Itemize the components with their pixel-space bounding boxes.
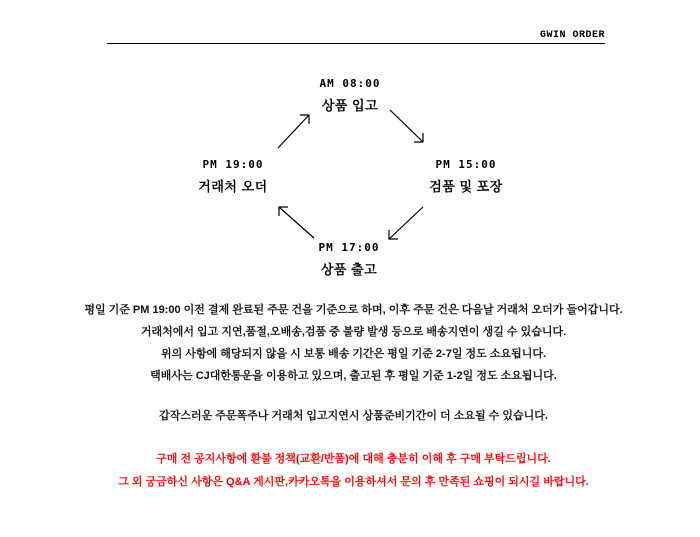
notice-line: 거래처에서 입고 지연,품절,오배송,검품 중 불량 발생 등으로 배송지연이 생길 수 있습니다.	[140, 326, 567, 338]
cycle-node-ship-out	[319, 241, 380, 278]
warning-line: 그 외 궁금하신 사항은 Q&A 게시판,카카오톡을 이용하셔서 문의 후 만족된 쇼핑이 되시길 바랍니다.	[118, 476, 589, 488]
notice-line: 위의 사항에 해당되지 않을 시 보통 배송 기간은 평일 기준 2-7일 정도 소요됩니다.	[160, 348, 547, 360]
node-label: 상품 입고	[321, 98, 379, 113]
node-time: PM 15:00	[435, 158, 497, 171]
cycle-node-inspection-packing	[429, 158, 503, 195]
arrow-order-to-stockin-icon	[278, 115, 309, 148]
cycle-node-vendor-order	[198, 158, 267, 195]
notice-line: 택배사는 CJ대한통운을 이용하고 있으며, 출고된 후 평일 기준 1-2일 정도 소요됩니다.	[150, 370, 557, 382]
warning-line: 구매 전 공지사항에 환불 정책(교환/반품)에 대해 충분히 이해 후 구매 부탁드립니다.	[156, 453, 551, 465]
node-label: 검품 및 포장	[429, 179, 503, 194]
node-label: 거래처 오더	[198, 179, 268, 194]
arrow-shipout-to-order-icon	[279, 207, 314, 238]
node-time: AM 08:00	[319, 77, 381, 90]
node-label: 상품 출고	[320, 262, 378, 277]
brand-title: GWIN ORDER	[539, 30, 605, 41]
node-time: PM 19:00	[202, 158, 264, 171]
node-time: PM 17:00	[318, 241, 380, 254]
arrow-stockin-to-inspection-icon	[390, 110, 423, 142]
arrow-inspection-to-shipout-icon	[389, 207, 423, 239]
cycle-node-stock-in	[320, 77, 381, 114]
notice-line: 갑작스러운 주문폭주나 거래처 입고지연시 상품준비기간이 더 소요될 수 있습니다.	[159, 410, 548, 422]
notice-line: 평일 기준 PM 19:00 이전 결제 완료된 주문 건을 기준으로 하며, 이후 주문 건은 다음날 거래처 오더가 들어갑니다.	[84, 304, 623, 316]
